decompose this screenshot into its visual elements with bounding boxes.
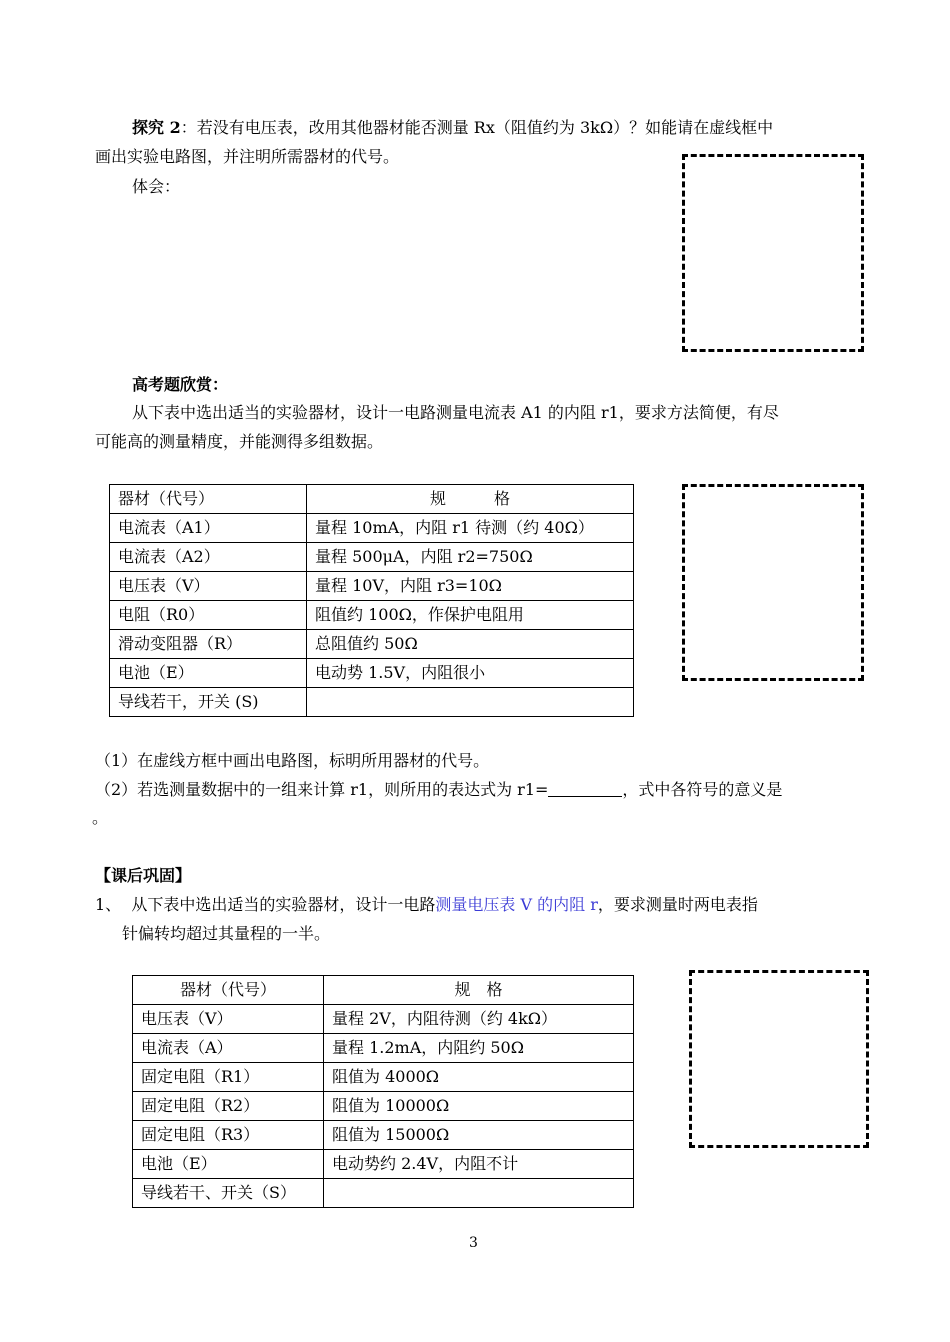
- exercise-number: 1、: [95, 895, 122, 914]
- table-row: [133, 1150, 634, 1179]
- exam-question-para2: 可能高的测量精度，并能测得多组数据。: [95, 432, 384, 451]
- table-row: [110, 543, 634, 572]
- table-cell: 阻值为 15000Ω: [324, 1121, 634, 1150]
- exercise-link-text: 测量电压表 V 的内阻 r: [435, 895, 598, 914]
- table-cell: [307, 688, 634, 717]
- table-cell: 阻值为 4000Ω: [324, 1063, 634, 1092]
- circuit-drawing-box-3: [689, 970, 869, 1148]
- question-2: （2）若选测量数据中的一组来计算 r1，则所用的表达式为 r1= ，式中各符号的意义是: [95, 780, 783, 799]
- table-cell: 滑动变阻器（R）: [110, 630, 307, 659]
- question-1: （1）在虚线方框中画出电路图，标明所用器材的代号。: [95, 751, 490, 770]
- table-row: [133, 1092, 634, 1121]
- table-cell: 量程 10mA，内阻 r1 待测（约 40Ω）: [307, 514, 634, 543]
- table-header-cell: 器材（代号）: [110, 485, 307, 514]
- circuit-drawing-box-2: [682, 484, 864, 681]
- table-row: [110, 572, 634, 601]
- exercise-1-line1: 1、 从下表中选出适当的实验器材，设计一电路测量电压表 V 的内阻 r，要求测量时两电表指: [95, 895, 758, 914]
- exercise-1-line2: 针偏转均超过其量程的一半。: [122, 924, 331, 943]
- equipment-table-2: [132, 975, 634, 1208]
- table-cell: 导线若干，开关 (S): [110, 688, 307, 717]
- table-cell: 电流表（A1）: [110, 514, 307, 543]
- table-cell: 总阻值约 50Ω: [307, 630, 634, 659]
- table-cell: 固定电阻（R2）: [133, 1092, 324, 1121]
- table-cell: 电池（E）: [133, 1150, 324, 1179]
- page-number: 3: [469, 1235, 478, 1251]
- table-cell: 电动势约 2.4V，内阻不计: [324, 1150, 634, 1179]
- table-cell: 阻值约 100Ω，作保护电阻用: [307, 601, 634, 630]
- table-cell: 电流表（A2）: [110, 543, 307, 572]
- equipment-table-1: [109, 484, 634, 717]
- table-cell: 电压表（V）: [110, 572, 307, 601]
- exam-question-heading: 高考题欣赏：: [132, 375, 229, 394]
- table-cell: 导线若干、开关（S）: [133, 1179, 324, 1208]
- table-cell: 量程 500μA，内阻 r2=750Ω: [307, 543, 634, 572]
- table-cell: 电动势 1.5V，内阻很小: [307, 659, 634, 688]
- answer-blank: [548, 780, 622, 797]
- table-row: [133, 1034, 634, 1063]
- table-header-cell: 规 格: [307, 485, 634, 514]
- table-row: [133, 1121, 634, 1150]
- inquiry2-heading: 探究 2: [132, 118, 181, 137]
- experience-label: 体会：: [132, 177, 181, 196]
- table-cell: 电压表（V）: [133, 1005, 324, 1034]
- circuit-drawing-box-1: [682, 154, 864, 352]
- table-cell: 电流表（A）: [133, 1034, 324, 1063]
- table-header-row: [110, 485, 634, 514]
- table-row: [110, 601, 634, 630]
- question-2-end: 。: [92, 808, 109, 827]
- table-cell: 电池（E）: [110, 659, 307, 688]
- consolidation-heading: 【课后巩固】: [95, 866, 192, 885]
- table-cell: 量程 1.2mA，内阻约 50Ω: [324, 1034, 634, 1063]
- inquiry2-line2: 画出实验电路图，并注明所需器材的代号。: [95, 147, 400, 166]
- table-cell: [324, 1179, 634, 1208]
- table-cell: 电阻（R0）: [110, 601, 307, 630]
- table-header-cell: 器材（代号）: [133, 976, 324, 1005]
- table-cell: 固定电阻（R1）: [133, 1063, 324, 1092]
- table-row: [133, 1005, 634, 1034]
- table-cell: 阻值为 10000Ω: [324, 1092, 634, 1121]
- table-row: [110, 659, 634, 688]
- table-header-row: [133, 976, 634, 1005]
- table-row: [110, 688, 634, 717]
- table-row: [133, 1063, 634, 1092]
- exam-question-para1: 从下表中选出适当的实验器材，设计一电路测量电流表 A1 的内阻 r1，要求方法简便，有尽: [132, 403, 779, 422]
- table-row: [133, 1179, 634, 1208]
- table-header-cell: 规 格: [324, 976, 634, 1005]
- table-cell: 固定电阻（R3）: [133, 1121, 324, 1150]
- table-row: [110, 630, 634, 659]
- table-cell: 量程 2V，内阻待测（约 4kΩ）: [324, 1005, 634, 1034]
- table-row: [110, 514, 634, 543]
- table-cell: 量程 10V，内阻 r3=10Ω: [307, 572, 634, 601]
- inquiry2-line1: 探究 2：若没有电压表，改用其他器材能否测量 Rx（阻值约为 3kΩ）？如能请在虚线框中: [132, 118, 774, 137]
